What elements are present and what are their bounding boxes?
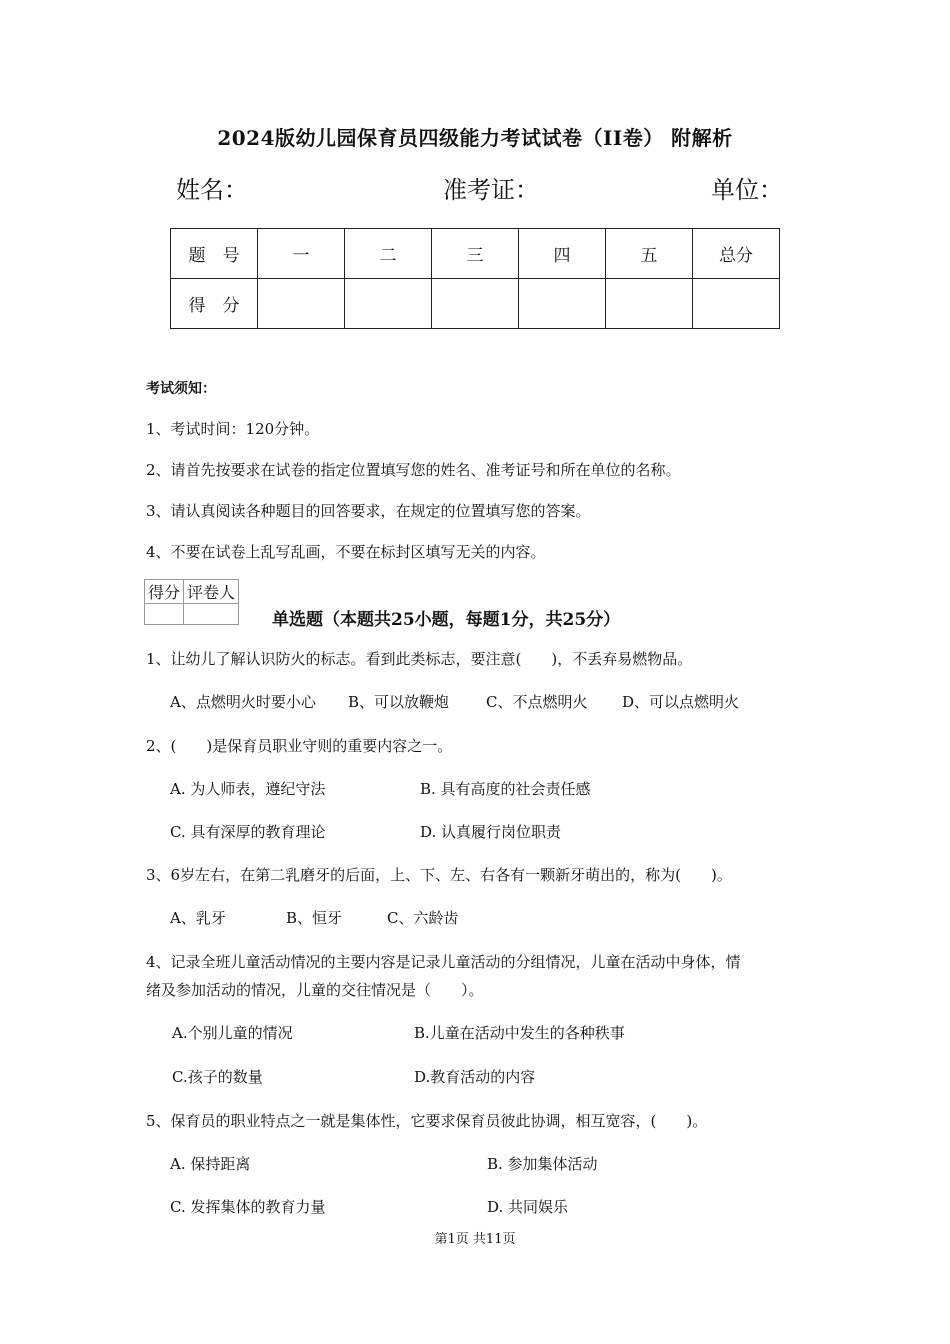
question-option[interactable]: C、不点燃明火: [486, 693, 588, 711]
question-option[interactable]: B.儿童在活动中发生的各种秩事: [414, 1024, 625, 1042]
score-cell[interactable]: [258, 279, 345, 329]
question-option[interactable]: C. 具有深厚的教育理论: [170, 823, 326, 841]
question-option[interactable]: C. 发挥集体的教育力量: [170, 1198, 326, 1216]
question-stem: 4、记录全班儿童活动情况的主要内容是记录儿童活动的分组情况，儿童在活动中身体，情: [146, 953, 741, 971]
grader-box: [144, 579, 239, 625]
exam-title: 2024版幼儿园保育员四级能力考试试卷（II卷） 附解析: [217, 126, 733, 150]
question-stem: 2、( )是保育员职业守则的重要内容之一。: [146, 737, 453, 755]
question-stem: 1、让幼儿了解认识防火的标志。看到此类标志，要注意( )，不丢弃易燃物品。: [146, 650, 693, 668]
notice-item: 1、考试时间：120分钟。: [146, 420, 320, 438]
score-table-header-cell: 三: [432, 229, 519, 279]
grader-score-label: 得分: [145, 580, 184, 604]
score-table-score-row: [171, 279, 780, 329]
question-stem: 5、保育员的职业特点之一就是集体性，它要求保育员彼此协调，相互宽容，( )。: [146, 1112, 708, 1130]
notice-item: 2、请首先按要求在试卷的指定位置填写您的姓名、准考证号和所在单位的名称。: [146, 461, 681, 479]
notice-item: 4、不要在试卷上乱写乱画，不要在标封区填写无关的内容。: [146, 543, 546, 561]
exam-id-field-label: 准考证：: [443, 176, 539, 204]
score-cell[interactable]: [693, 279, 780, 329]
score-cell[interactable]: [606, 279, 693, 329]
score-table: [170, 228, 780, 329]
question-option[interactable]: B、恒牙: [286, 909, 343, 927]
score-table-header-cell: 五: [606, 229, 693, 279]
score-table-header-cell: 一: [258, 229, 345, 279]
section-title: 单选题（本题共25小题，每题1分，共25分）: [272, 610, 621, 630]
unit-field-label: 单位：: [711, 176, 783, 204]
question-option[interactable]: C、六龄齿: [387, 909, 459, 927]
question-option[interactable]: C.孩子的数量: [172, 1068, 263, 1086]
question-option[interactable]: B、可以放鞭炮: [348, 693, 450, 711]
grader-reviewer-label: 评卷人: [184, 580, 239, 604]
score-cell[interactable]: [432, 279, 519, 329]
question-option[interactable]: B. 具有高度的社会责任感: [420, 780, 591, 798]
score-table-header-cell: 二: [345, 229, 432, 279]
notice-title: 考试须知：: [146, 381, 216, 397]
question-option[interactable]: A、乳牙: [170, 909, 226, 927]
question-option[interactable]: A. 为人师表，遵纪守法: [170, 780, 326, 798]
score-table-header-cell: 四: [519, 229, 606, 279]
question-option[interactable]: D、可以点燃明火: [622, 693, 740, 711]
question-stem: 3、6岁左右，在第二乳磨牙的后面，上、下、左、右各有一颗新牙萌出的，称为( )。: [146, 866, 732, 884]
score-table-header-cell: 总分: [693, 229, 780, 279]
page-footer: 第1页 共11页: [434, 1232, 516, 1247]
grader-reviewer-cell[interactable]: [184, 604, 239, 625]
question-option[interactable]: A. 保持距离: [170, 1155, 251, 1173]
question-option[interactable]: B. 参加集体活动: [487, 1155, 598, 1173]
question-option[interactable]: D. 共同娱乐: [487, 1198, 569, 1216]
notice-item: 3、请认真阅读各种题目的回答要求，在规定的位置填写您的答案。: [146, 502, 591, 520]
score-cell[interactable]: [519, 279, 606, 329]
score-table-header-row: [171, 229, 780, 279]
question-option[interactable]: A、点燃明火时要小心: [170, 693, 316, 711]
score-table-header-cell: 题 号: [171, 229, 258, 279]
question-option[interactable]: D. 认真履行岗位职责: [420, 823, 562, 841]
question-option[interactable]: A.个别儿童的情况: [172, 1024, 293, 1042]
score-cell[interactable]: [345, 279, 432, 329]
grader-score-cell[interactable]: [145, 604, 184, 625]
name-field-label: 姓名：: [176, 176, 248, 204]
score-row-label: 得 分: [171, 279, 258, 329]
question-option[interactable]: D.教育活动的内容: [414, 1068, 536, 1086]
question-stem-continued: 绪及参加活动的情况，儿童的交往情况是（ ）。: [146, 981, 484, 999]
